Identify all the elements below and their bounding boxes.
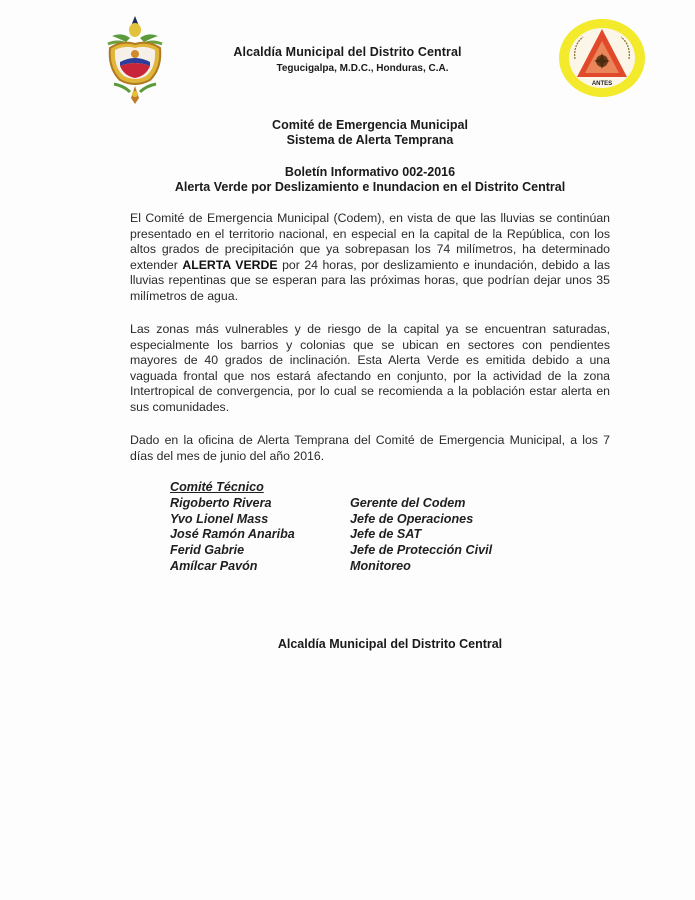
header-title: Alcaldía Municipal del Distrito Central [233,45,462,59]
signatory-name: Ferid Gabrie [170,543,245,558]
paragraph-2: Las zonas más vulnerables y de riesgo de la capital ya se encuentran saturadas, especialmente los barrios y colonias que se ubican en sectores con pendientes mayores de 40 grados de inclinación. Esta Alerta Verde es emitida debido a una vaguada frontal que nos estará afectando en conjunto, por la actividad de la zona Intertropical de convergencia, por lo cual se recomienda a la población estar alerta en sus comunidades. [130,322,610,414]
signature-row [170,543,492,559]
signature-block [170,480,492,575]
signatory-role: Monitoreo [350,558,411,573]
signature-row [170,559,492,575]
signatory-name: José Ramón Anariba [170,527,295,542]
system-name: Sistema de Alerta Temprana [286,133,454,147]
signature-row [170,512,492,528]
signatory-name: Yvo Lionel Mass [170,511,269,526]
signatory-name: Rigoberto Rivera [170,495,272,510]
alert-level-label: ALERTA VERDE [182,257,278,272]
paragraph-1-end: por 24 horas, por deslizamiento e inundación, debido a las lluvias repentinas que se esperan para las próximas horas, que podrían dejar unos 35 milímetros de agua. [130,257,610,303]
footer-signature: Alcaldía Municipal del Distrito Central [277,637,503,651]
committee-name: Comité de Emergencia Municipal [272,118,468,132]
signatory-role: Gerente del Codem [350,495,466,510]
signatory-name: Amílcar Pavón [170,558,258,573]
paragraph-1 [130,211,610,305]
signatory-role: Jefe de SAT [350,527,422,542]
header-subtitle: Tegucigalpa, M.D.C., Honduras, C.A. [276,63,449,74]
signatory-role: Jefe de Protección Civil [350,543,493,558]
signature-row [170,527,492,543]
signature-heading: Comité Técnico [170,480,264,494]
signatory-role: Jefe de Operaciones [350,511,474,526]
municipal-coat-of-arms-icon [100,14,170,106]
signature-row [170,496,492,512]
paragraph-3: Dado en la oficina de Alerta Temprana del Comité de Emergencia Municipal, a los 7 días del mes de junio del año 2016. [130,433,610,463]
svg-text:ANTES: ANTES [591,81,613,87]
paragraph-1-start: El Comité de Emergencia Municipal (Codem), en vista de que las lluvias se continúan presentado en el territorio nacional, en especial en la capital de la República, con los altos grados de precipitación que ya sobrepasan los 74 milímetros, ha determinado extender [130,211,610,272]
bulletin-subject: Alerta Verde por Deslizamiento e Inundacion en el Distrito Central [174,180,566,194]
bulletin-number: Boletín Informativo 002-2016 [284,165,456,179]
bulletin-heading [0,165,695,195]
committee-heading [0,118,695,148]
